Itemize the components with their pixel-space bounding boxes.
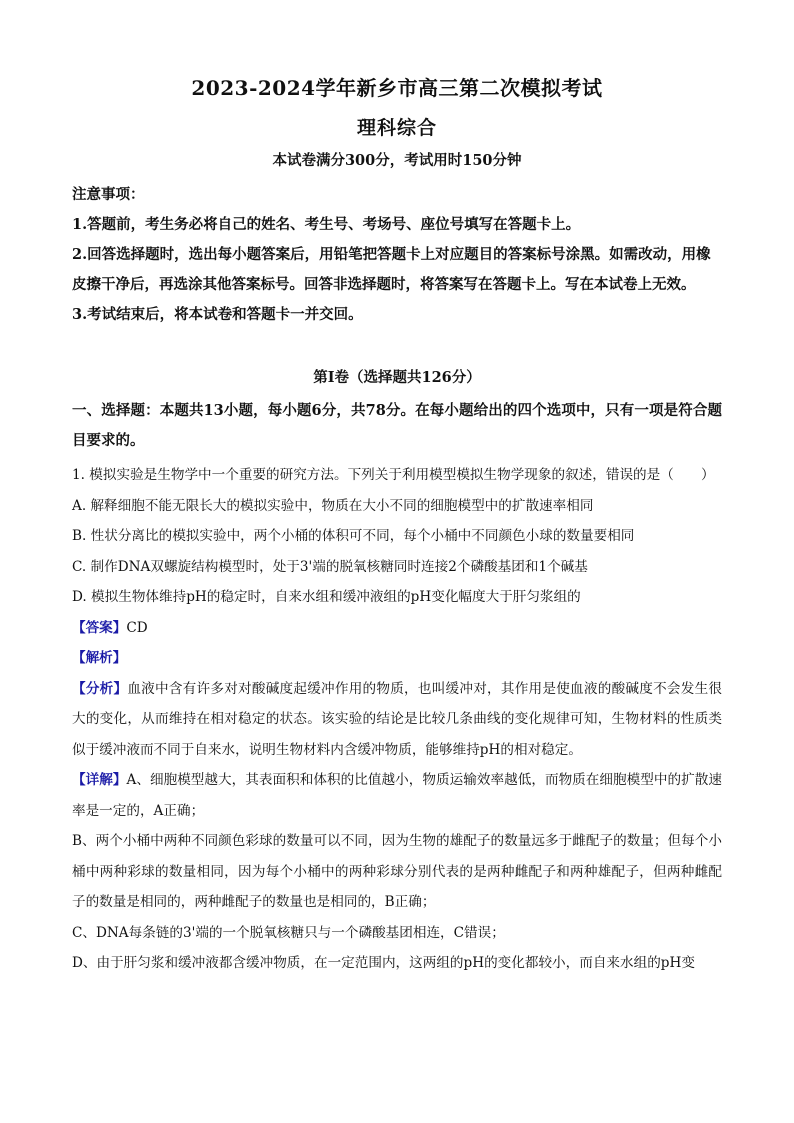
- xiangjie-a-text: A、细胞模型越大，其表面积和体积的比值越小，物质运输效率越低，而物质在细胞模型中的扩散速率是一定的，A正确；: [72, 772, 722, 819]
- question-type-instructions: 一、选择题：本题共13小题，每小题6分，共78分。在每小题给出的四个选项中，只有一项是符合题目要求的。: [72, 402, 722, 449]
- notes-item-1: 1.答题前，考生务必将自己的姓名、考生号、考场号、座位号填写在答题卡上。: [72, 216, 581, 233]
- option-d: D. 模拟生物体维持pH的稳定时，自来水组和缓冲液组的pH变化幅度大于肝匀浆组的: [72, 589, 581, 605]
- xiangjie-paragraph-c: C、DNA每条链的3'端的一个脱氧核糖只与一个磷酸基团相连，C错误；: [72, 924, 505, 941]
- answer-line: [72, 613, 722, 644]
- answer-label: 【答案】: [72, 619, 127, 636]
- xiangjie-paragraph-b: B、两个小桶中两种不同颜色彩球的数量可以不同，因为生物的雄配子的数量远多于雌配子的数量；但每个小桶中两种彩球的数量相同，因为每个小桶中的两种彩球分别代表的是两种雌配子和两种雄配子，但两种雌配子的数量是相同的，两种雌配子的数量也是相同的，B正确；: [72, 833, 722, 910]
- question-1: [72, 460, 722, 979]
- question-stem: 1. 模拟实验是生物学中一个重要的研究方法。下列关于利用模型模拟生物学现象的叙述，错误的是（ ）: [72, 467, 715, 483]
- notes-item-3: 3.考试结束后，将本试卷和答题卡一并交回。: [72, 306, 363, 323]
- answer-value: CD: [126, 619, 148, 636]
- section-title: 第Ⅰ卷（选择题共126分）: [313, 369, 481, 386]
- option-a: A. 解释细胞不能无限长大的模拟实验中，物质在大小不同的细胞模型中的扩散速率相同: [72, 497, 594, 514]
- exam-info: 本试卷满分300分，考试用时150分钟: [272, 152, 522, 169]
- fenxi-paragraph: [72, 674, 722, 766]
- xiangjie-paragraph-a: [72, 765, 722, 826]
- option-b: B. 性状分离比的模拟实验中，两个小桶的体积可不同，每个小桶中不同颜色小球的数量要相同: [72, 528, 635, 544]
- exam-subject: 理科综合: [356, 117, 437, 139]
- xiangjie-paragraph-d: D、由于肝匀浆和缓冲液都含缓冲物质，在一定范围内，这两组的pH的变化都较小，而自来水组的pH变: [72, 955, 695, 971]
- notes-heading: 注意事项：: [72, 186, 145, 203]
- xiangjie-label: 【详解】: [72, 772, 127, 788]
- fenxi-label: 【分析】: [72, 680, 128, 697]
- analysis-line: [72, 643, 722, 674]
- notes-block: [72, 180, 722, 330]
- analysis-label: 【解析】: [72, 650, 127, 666]
- fenxi-text: 血液中含有许多对对酸碱度起缓冲作用的物质，也叫缓冲对，其作用是使血液的酸碱度不会发生很大的变化，从而维持在相对稳定的状态。该实验的结论是比较几条曲线的变化规律可知，生物材料的性质类似于缓冲液而不同于自来水，说明生物材料内含缓冲物质，能够维持pH的相对稳定。: [72, 680, 723, 758]
- notes-item-2: 2.回答选择题时，选出每小题答案后，用铅笔把答题卡上对应题目的答案标号涂黑。如需改动，用橡皮擦干净后，再选涂其他答案标号。回答非选择题时，将答案写在答题卡上。写在本试卷上无效。: [72, 246, 711, 293]
- option-c: C. 制作DNA双螺旋结构模型时，处于3'端的脱氧核糖同时连接2个磷酸基团和1个碱基: [72, 558, 588, 575]
- exam-title: 2023-2024学年新乡市高三第二次模拟考试: [191, 76, 603, 100]
